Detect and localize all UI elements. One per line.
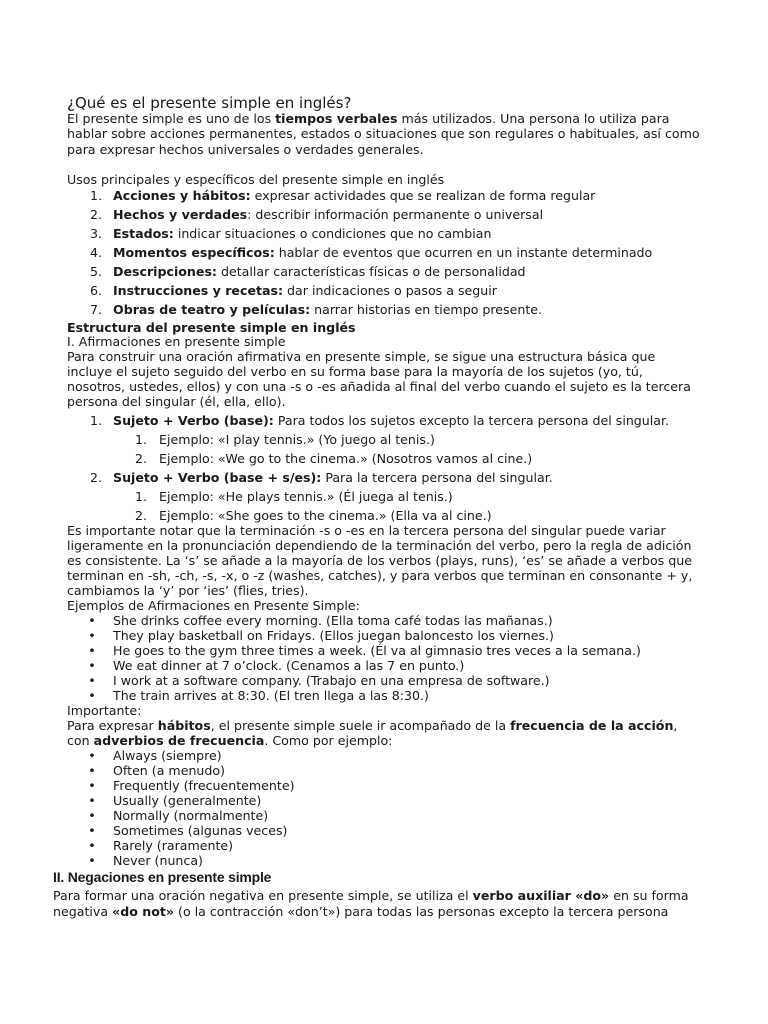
structure-heading: Estructura del presente simple en inglés xyxy=(67,320,356,335)
uses-item xyxy=(113,302,542,317)
structure-para-line-1: Para construir una oración afirmativa en presente simple, se sigue una estructura básica que xyxy=(67,349,656,364)
important-label: Importante: xyxy=(67,703,142,718)
rule-label: Sujeto + Verbo (base + s/es): xyxy=(113,470,322,485)
uses-item-label: Estados: xyxy=(113,226,174,241)
list-number: 5. xyxy=(89,264,102,279)
intro-line-1 xyxy=(67,111,669,126)
uses-item xyxy=(113,207,543,222)
uses-item xyxy=(113,264,526,279)
uses-item-text: indicar situaciones o condiciones que no cambian xyxy=(173,226,492,241)
adverb-item: Sometimes (algunas veces) xyxy=(113,823,288,838)
adverb-item: Rarely (raramente) xyxy=(113,838,234,853)
negation-line-2 xyxy=(53,904,668,919)
note-line-3: es consistente. La ‘s’ se añade a la mayoría de los verbos (plays, runs), ‘es’ se añade a verbos que xyxy=(67,553,692,568)
bullet-glyph: • xyxy=(88,778,96,793)
example-item: I work at a software company. (Trabajo en una empresa de software.) xyxy=(113,673,550,688)
list-number: 2. xyxy=(89,207,102,222)
negation-text: Para formar una oración negativa en presente simple, se utiliza el xyxy=(53,888,473,903)
affirmations-subheading: I. Afirmaciones en presente simple xyxy=(67,334,286,349)
negation-line-1 xyxy=(53,888,689,903)
list-number: 3. xyxy=(89,226,102,241)
list-number: 2. xyxy=(89,470,102,485)
negation-text: en su forma xyxy=(609,888,689,903)
example-item: She drinks coffee every morning. (Ella toma café todas las mañanas.) xyxy=(113,613,553,628)
important-bold: frecuencia de la acción xyxy=(510,718,674,733)
rule-2 xyxy=(113,470,553,485)
intro-text: El presente simple es uno de los xyxy=(67,111,276,126)
negation-bold: «do not» xyxy=(112,904,175,919)
important-text: , xyxy=(673,718,678,733)
uses-item-text: expresar actividades que se realizan de forma regular xyxy=(250,188,596,203)
adverb-item: Always (siempre) xyxy=(113,748,222,763)
bullet-glyph: • xyxy=(88,853,96,868)
note-line-1: Es importante notar que la terminación -s o -es en la tercera persona del singular puede variar xyxy=(67,523,666,538)
structure-para-line-3: nosotros, ustedes, ellos) y con una -s o -es añadida al final del verbo cuando el sujeto es la tercera xyxy=(67,379,691,394)
rule-text: Para todos los sujetos excepto la tercera persona del singular. xyxy=(273,413,670,428)
structure-para-line-4: persona del singular (él, ella, ello). xyxy=(67,394,286,409)
rule-1-example-1: Ejemplo: «I play tennis.» (Yo juego al tenis.) xyxy=(159,432,435,447)
important-line-2 xyxy=(67,733,392,748)
intro-bold: tiempos verbales xyxy=(275,111,398,126)
examples-heading: Ejemplos de Afirmaciones en Presente Simple: xyxy=(67,598,360,613)
bullet-glyph: • xyxy=(88,643,96,658)
important-line-1 xyxy=(67,718,677,733)
important-text: , el presente simple suele ir acompañado de la xyxy=(210,718,511,733)
negation-text: (o la contracción «don’t») para todas las personas excepto la tercera persona xyxy=(174,904,669,919)
bullet-glyph: • xyxy=(88,658,96,673)
adverb-item: Normally (normalmente) xyxy=(113,808,269,823)
bullet-glyph: • xyxy=(88,613,96,628)
rule-1 xyxy=(113,413,669,428)
list-number: 7. xyxy=(89,302,102,317)
list-number: 2. xyxy=(134,451,147,466)
bullet-glyph: • xyxy=(88,688,96,703)
negation-heading: II. Negaciones en presente simple xyxy=(53,869,272,885)
uses-item-text: hablar de eventos que ocurren en un instante determinado xyxy=(274,245,653,260)
bullet-glyph: • xyxy=(88,793,96,808)
page-title: ¿Qué es el presente simple en inglés? xyxy=(67,94,352,112)
negation-bold: verbo auxiliar «do» xyxy=(472,888,610,903)
uses-item xyxy=(113,226,492,241)
intro-text: más utilizados. Una persona lo utiliza para xyxy=(397,111,670,126)
uses-item xyxy=(113,188,595,203)
uses-item-text: dar indicaciones o pasos a seguir xyxy=(283,283,497,298)
note-line-2: ligeramente en la pronunciación dependiendo de la terminación del verbo, pero la regla de adición xyxy=(67,538,692,553)
uses-item xyxy=(113,245,652,260)
bullet-glyph: • xyxy=(88,838,96,853)
uses-item-label: Acciones y hábitos: xyxy=(113,188,251,203)
list-number: 1. xyxy=(134,432,147,447)
uses-item-text: detallar características físicas o de personalidad xyxy=(216,264,526,279)
rule-label: Sujeto + Verbo (base): xyxy=(113,413,274,428)
uses-item-label: Obras de teatro y películas: xyxy=(113,302,311,317)
list-number: 4. xyxy=(89,245,102,260)
rule-1-example-2: Ejemplo: «We go to the cinema.» (Nosotros vamos al cine.) xyxy=(159,451,533,466)
adverb-item: Frequently (frecuentemente) xyxy=(113,778,295,793)
important-text: Para expresar xyxy=(67,718,158,733)
bullet-glyph: • xyxy=(88,823,96,838)
example-item: We eat dinner at 7 o’clock. (Cenamos a las 7 en punto.) xyxy=(113,658,465,673)
rule-2-example-2: Ejemplo: «She goes to the cinema.» (Ella va al cine.) xyxy=(159,508,492,523)
example-item: They play basketball on Fridays. (Ellos juegan baloncesto los viernes.) xyxy=(113,628,554,643)
adverb-item: Usually (generalmente) xyxy=(113,793,262,808)
adverb-item: Never (nunca) xyxy=(113,853,203,868)
intro-line-3: para expresar hechos universales o verdades generales. xyxy=(67,142,424,157)
adverb-item: Often (a menudo) xyxy=(113,763,226,778)
structure-para-line-2: incluye el sujeto seguido del verbo en su forma base para la mayoría de los sujetos (yo, tú, xyxy=(67,364,643,379)
intro-line-2: hablar sobre acciones permanentes, estados o situaciones que son regulares o habituales, así como xyxy=(67,126,700,141)
uses-item-label: Momentos específicos: xyxy=(113,245,275,260)
list-number: 6. xyxy=(89,283,102,298)
important-text: con xyxy=(67,733,94,748)
bullet-glyph: • xyxy=(88,808,96,823)
uses-item-text: : describir información permanente o universal xyxy=(247,207,544,222)
bullet-glyph: • xyxy=(88,673,96,688)
example-item: The train arrives at 8:30. (El tren llega a las 8:30.) xyxy=(113,688,429,703)
uses-heading: Usos principales y específicos del presente simple en inglés xyxy=(67,172,445,187)
uses-item-label: Hechos y verdades xyxy=(113,207,248,222)
list-number: 1. xyxy=(89,188,102,203)
uses-item-text: narrar historias en tiempo presente. xyxy=(310,302,543,317)
uses-item xyxy=(113,283,497,298)
uses-item-label: Descripciones: xyxy=(113,264,217,279)
important-bold: hábitos xyxy=(157,718,211,733)
example-item: He goes to the gym three times a week. (Él va al gimnasio tres veces a la semana.) xyxy=(113,643,641,658)
note-line-4: terminan en -sh, -ch, -s, -x, o -z (washes, catches), y para verbos que terminan en consonante + y, xyxy=(67,568,693,583)
list-number: 2. xyxy=(134,508,147,523)
rule-text: Para la tercera persona del singular. xyxy=(321,470,553,485)
important-bold: adverbios de frecuencia xyxy=(93,733,265,748)
note-line-5: cambiamos la ‘y’ por ‘ies’ (flies, tries). xyxy=(67,583,309,598)
rule-2-example-1: Ejemplo: «He plays tennis.» (Él juega al tenis.) xyxy=(159,489,453,504)
bullet-glyph: • xyxy=(88,763,96,778)
list-number: 1. xyxy=(134,489,147,504)
uses-item-label: Instrucciones y recetas: xyxy=(113,283,284,298)
important-text: . Como por ejemplo: xyxy=(264,733,393,748)
bullet-glyph: • xyxy=(88,628,96,643)
bullet-glyph: • xyxy=(88,748,96,763)
negation-text: negativa xyxy=(53,904,113,919)
list-number: 1. xyxy=(89,413,102,428)
